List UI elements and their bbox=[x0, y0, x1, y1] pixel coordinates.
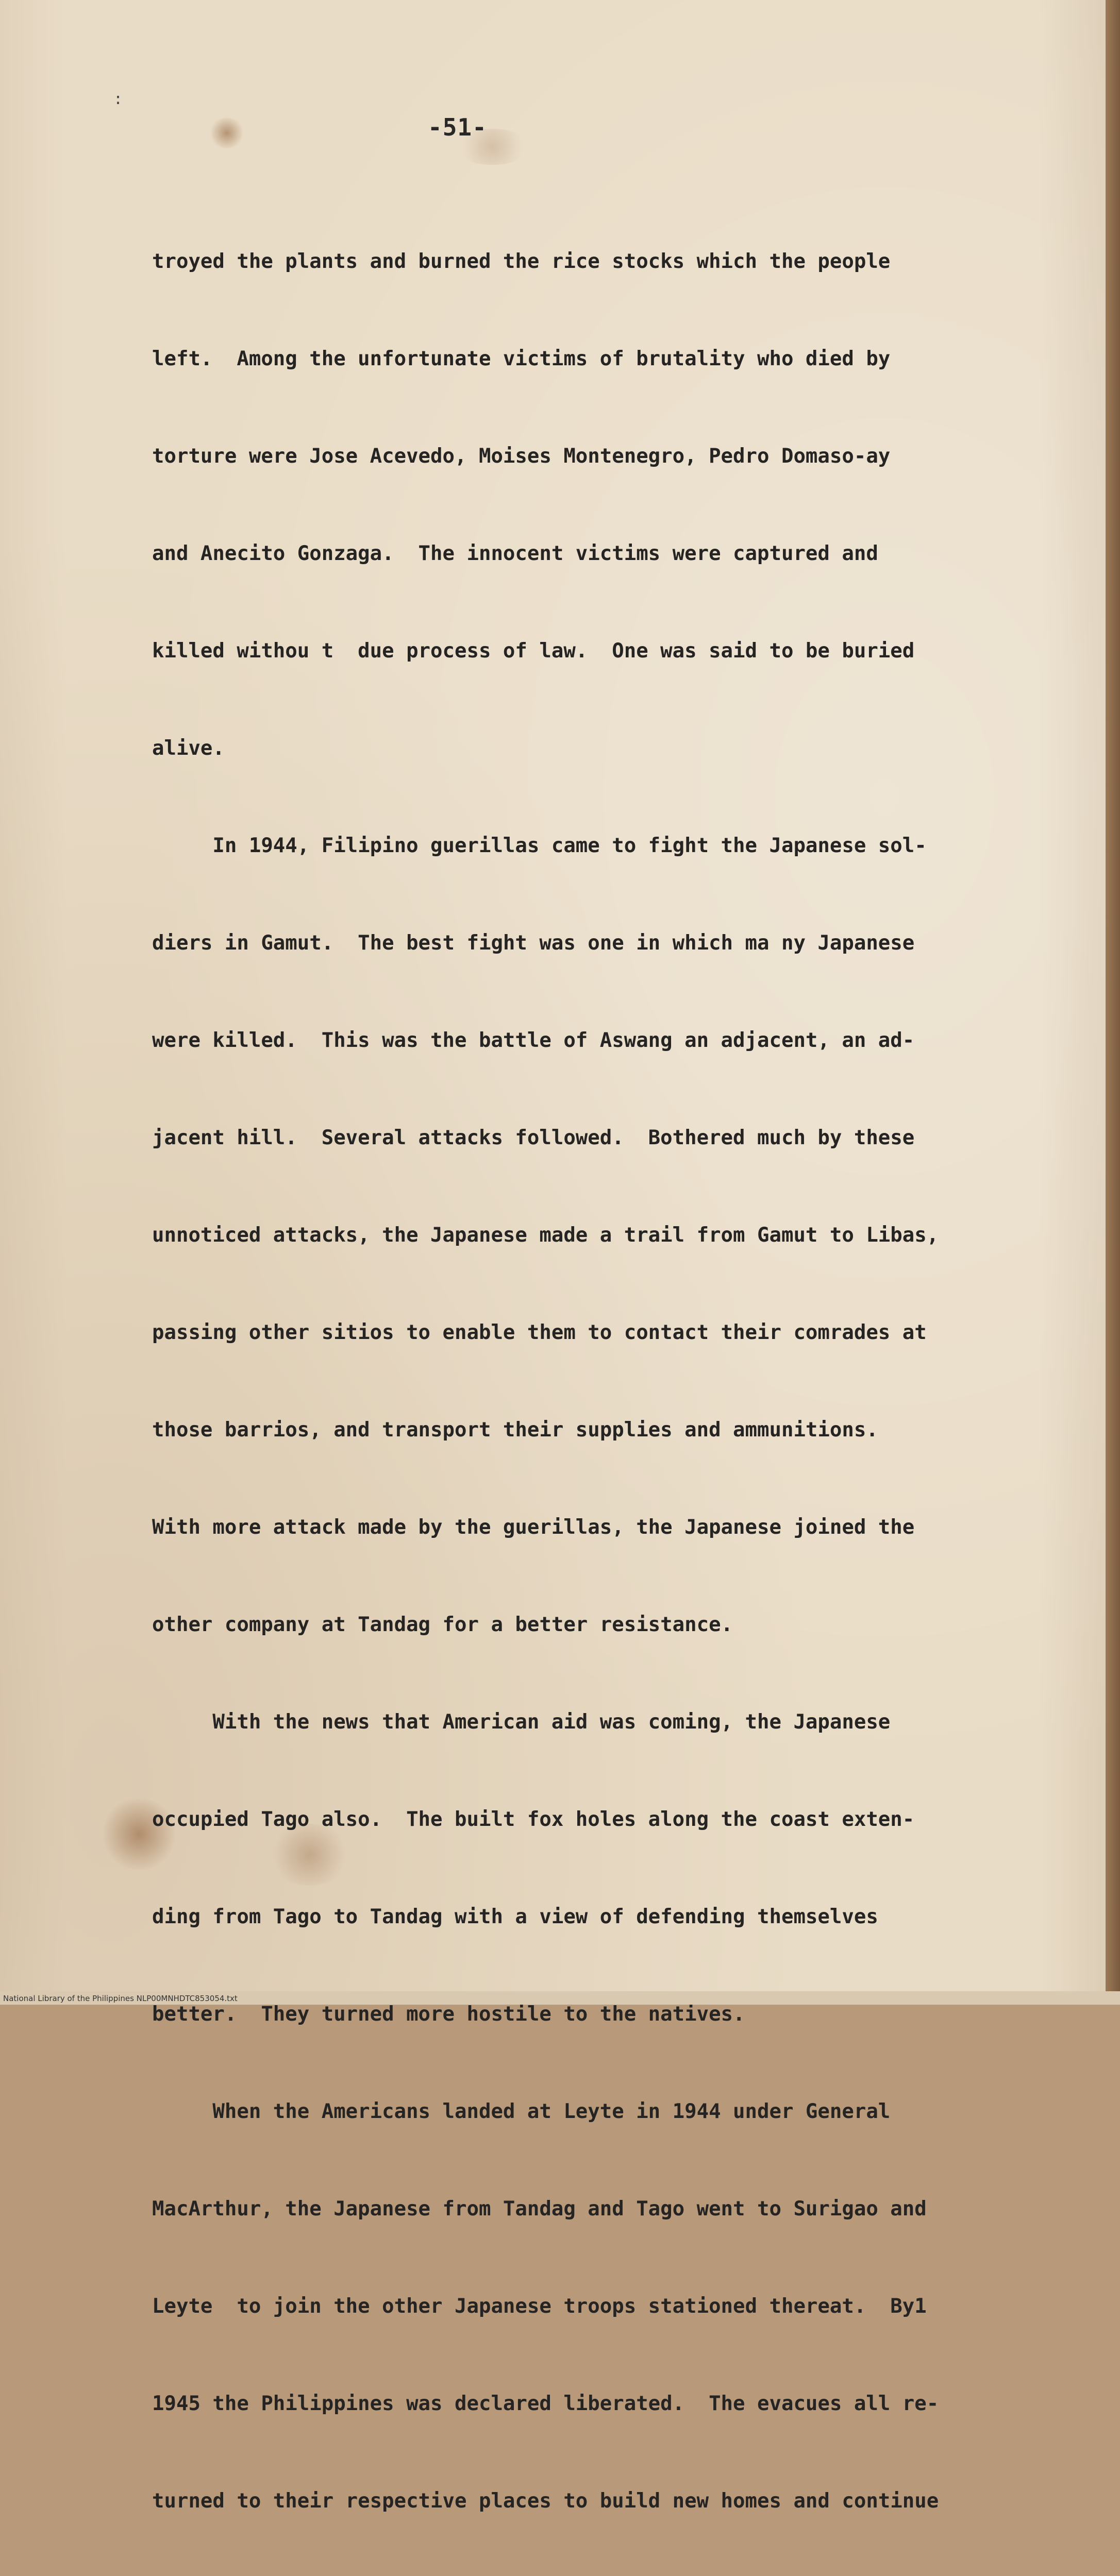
text-line: When the Americans landed at Leyte in 1944 under General bbox=[152, 2086, 1028, 2137]
page-edge bbox=[1106, 0, 1120, 2005]
stain-top-left bbox=[209, 117, 245, 148]
text-line: troyed the plants and burned the rice stocks which the people bbox=[152, 236, 1028, 287]
text-line: killed withou t due process of law. One was said to be buried bbox=[152, 625, 1028, 676]
margin-mark: : bbox=[113, 90, 123, 108]
text-line: were killed. This was the battle of Aswang an adjacent, an ad- bbox=[152, 1015, 1028, 1066]
text-line: occupied Tago also. The built fox holes along the coast exten- bbox=[152, 1794, 1028, 1845]
text-line: and Anecito Gonzaga. The innocent victims were captured and bbox=[152, 528, 1028, 579]
text-line: other company at Tandag for a better resistance. bbox=[152, 1599, 1028, 1650]
text-line: those barrios, and transport their supplies and ammunitions. bbox=[152, 1404, 1028, 1455]
text-line: Leyte to join the other Japanese troops stationed thereat. By1 bbox=[152, 2281, 1028, 2332]
text-line: jacent hill. Several attacks followed. Bothered much by these bbox=[152, 1112, 1028, 1163]
text-line: With the news that American aid was coming, the Japanese bbox=[152, 1697, 1028, 1748]
text-line: better. They turned more hostile to the natives. bbox=[152, 1989, 1028, 2040]
archive-footer: National Library of the Philippines NLP00MNHDTC853054.txt bbox=[3, 1994, 238, 2003]
text-line: unnoticed attacks, the Japanese made a trail from Gamut to Libas, bbox=[152, 1210, 1028, 1261]
text-line: turned to their respective places to build new homes and continue bbox=[152, 2476, 1028, 2527]
text-line: With more attack made by the guerillas, the Japanese joined the bbox=[152, 1502, 1028, 1553]
text-line: torture were Jose Acevedo, Moises Montenegro, Pedro Domaso-ay bbox=[152, 431, 1028, 482]
text-line: passing other sitios to enable them to contact their comrades at bbox=[152, 1307, 1028, 1358]
text-line: MacArthur, the Japanese from Tandag and Tago went to Surigao and bbox=[152, 2183, 1028, 2234]
typewritten-text bbox=[152, 190, 1028, 2576]
text-line: left. Among the unfortunate victims of brutality who died by bbox=[152, 333, 1028, 384]
text-line: ding from Tago to Tandag with a view of defending themselves bbox=[152, 1891, 1028, 1942]
page-number: -51- bbox=[428, 113, 487, 141]
text-line: In 1944, Filipino guerillas came to fight the Japanese sol- bbox=[152, 820, 1028, 871]
text-line: diers in Gamut. The best fight was one in which ma ny Japanese bbox=[152, 918, 1028, 969]
text-line bbox=[152, 2573, 1028, 2576]
text-line: 1945 the Philippines was declared liberated. The evacues all re- bbox=[152, 2378, 1028, 2429]
text-line: alive. bbox=[152, 723, 1028, 774]
footer-bar bbox=[0, 1991, 1120, 2005]
